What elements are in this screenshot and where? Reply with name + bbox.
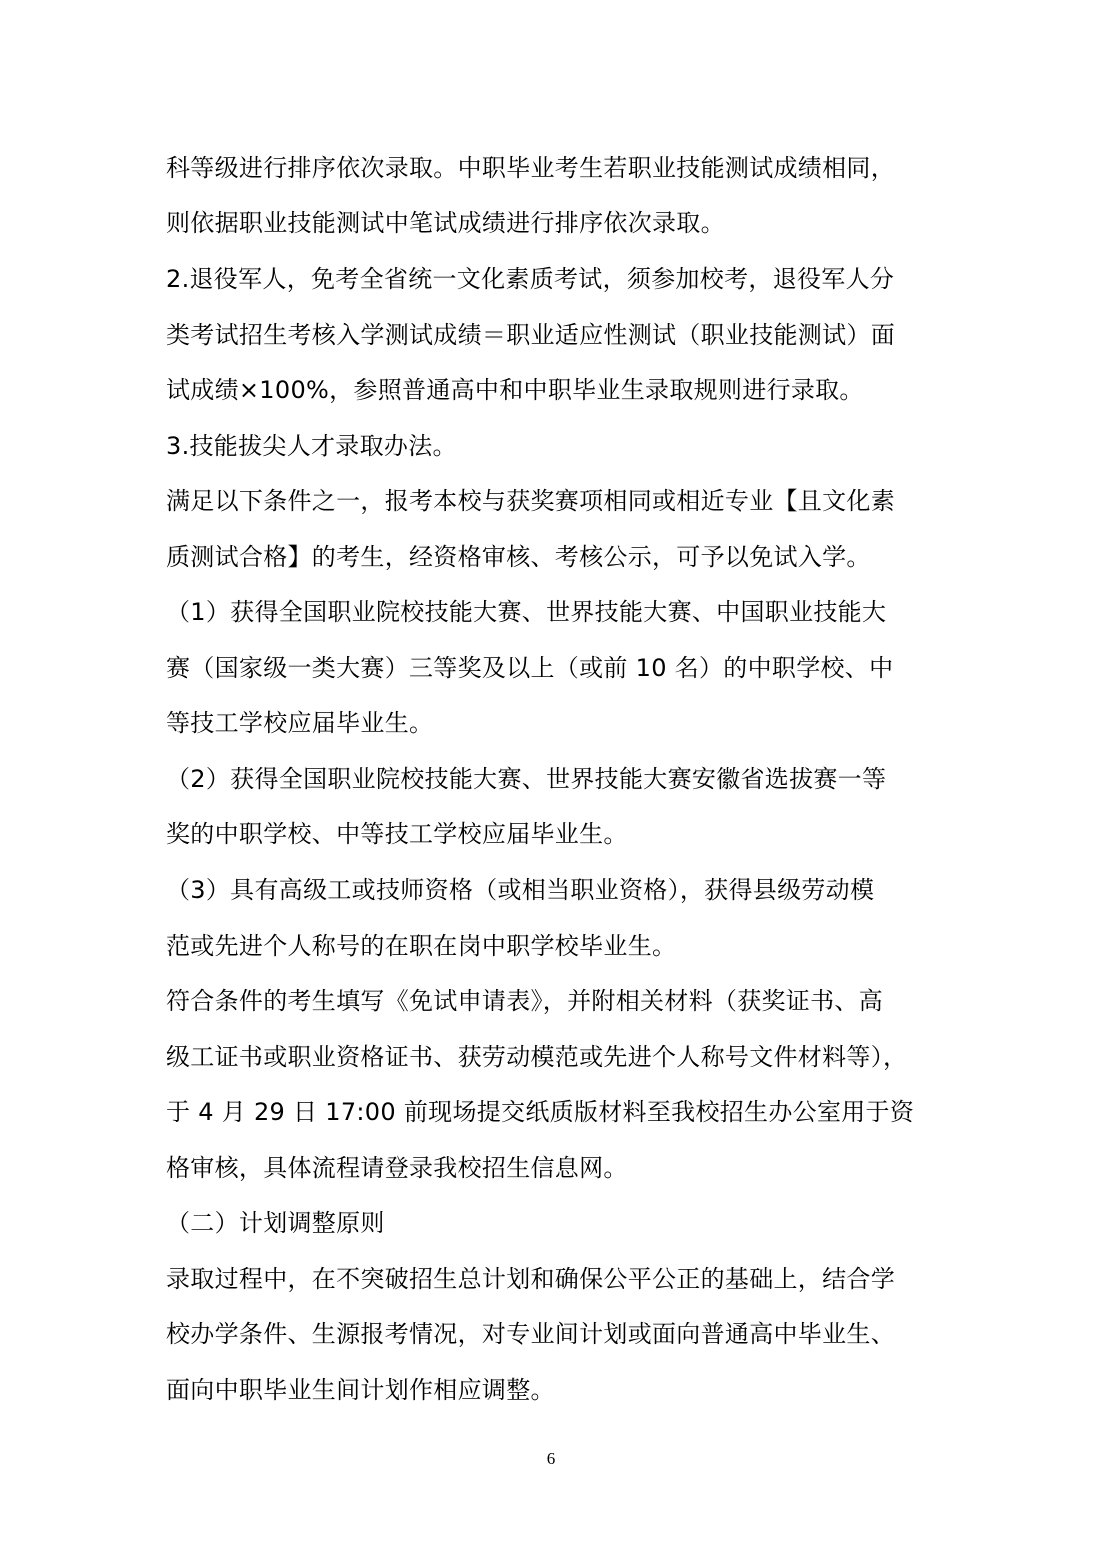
list-item-3: （3）具有高级工或技师资格（或相当职业资格），获得县级劳动模 [166, 876, 875, 904]
text-line: 级工证书或职业资格证书、获劳动模范或先进个人称号文件材料等）， [166, 1043, 908, 1071]
text-line: 范或先进个人称号的在职在岗中职学校毕业生。 [166, 932, 677, 960]
text-line: 奖的中职学校、中等技工学校应届毕业生。 [166, 820, 628, 848]
text-line: 于 4 月 29 日 17:00 前现场提交纸质版材料至我校招生办公室用于资 [166, 1098, 915, 1126]
list-item-1: （1）获得全国职业院校技能大赛、世界技能大赛、中国职业技能大 [166, 598, 887, 626]
text-line: 符合条件的考生填写《免试申请表》，并附相关材料（获奖证书、高 [166, 987, 883, 1015]
list-item-2: （2）获得全国职业院校技能大赛、世界技能大赛安徽省选拔赛一等 [166, 765, 887, 793]
text-line: 面向中职毕业生间计划作相应调整。 [166, 1376, 555, 1404]
text-line: 录取过程中，在不突破招生总计划和确保公平公正的基础上，结合学 [166, 1265, 895, 1293]
text-line: 则依据职业技能测试中笔试成绩进行排序依次录取。 [166, 209, 725, 237]
text-line: 2.退役军人，免考全省统一文化素质考试，须参加校考，退役军人分 [166, 265, 895, 293]
text-line: 科等级进行排序依次录取。中职毕业考生若职业技能测试成绩相同， [166, 154, 895, 182]
text-line: 试成绩×100%，参照普通高中和中职毕业生录取规则进行录取。 [166, 376, 864, 404]
text-line: 校办学条件、生源报考情况，对专业间计划或面向普通高中毕业生、 [166, 1320, 895, 1348]
text-line: 格审核，具体流程请登录我校招生信息网。 [166, 1154, 628, 1182]
section-heading: 3.技能拔尖人才录取办法。 [166, 432, 457, 460]
text-line: 类考试招生考核入学测试成绩＝职业适应性测试（职业技能测试）面 [166, 321, 895, 349]
text-line: 等技工学校应届毕业生。 [166, 709, 434, 737]
text-line: 满足以下条件之一，报考本校与获奖赛项相同或相近专业【且文化素 [166, 487, 895, 515]
text-line: 赛（国家级一类大赛）三等奖及以上（或前 10 名）的中职学校、中 [166, 654, 894, 682]
text-line: 质测试合格】的考生，经资格审核、考核公示，可予以免试入学。 [166, 543, 871, 571]
section-heading: （二）计划调整原则 [166, 1209, 385, 1237]
page-number: 6 [546, 1449, 556, 1468]
